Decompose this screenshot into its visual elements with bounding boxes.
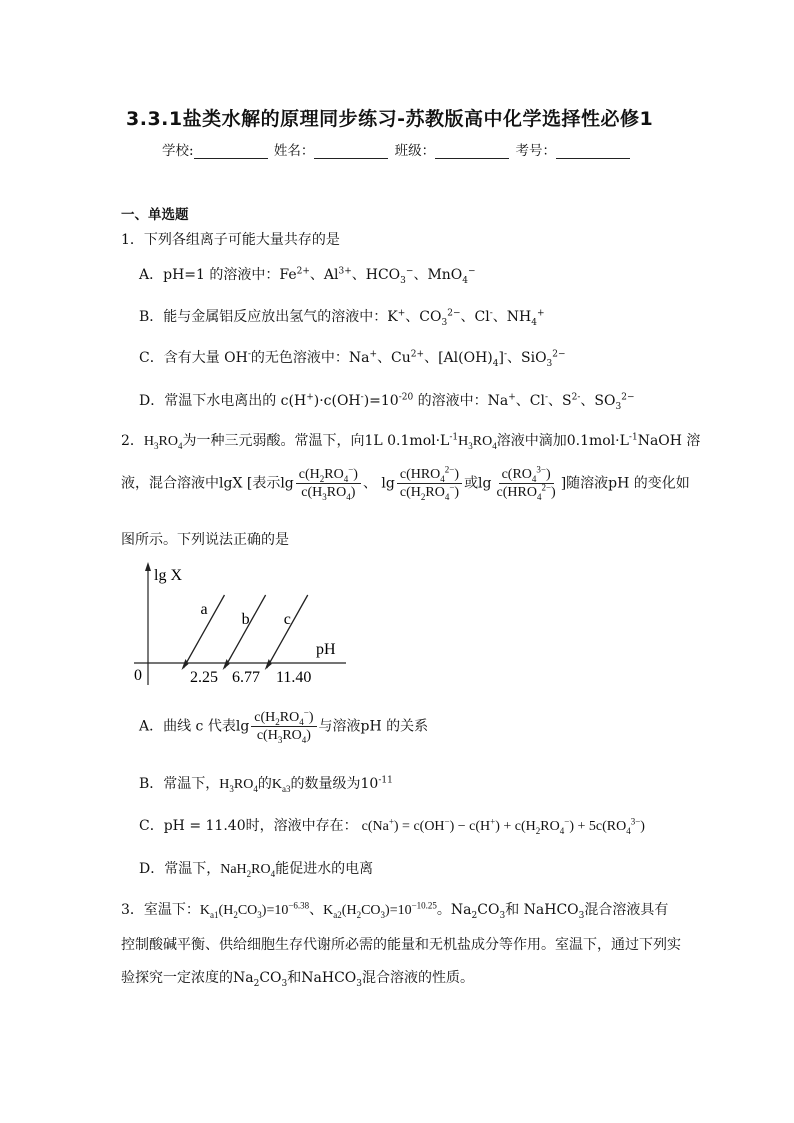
class-label: 班级：	[394, 143, 436, 159]
q1-option-d[interactable]: D．常温下水电离出的 $c(H^+)\cdot c(OH^-)=10^{-20}$ 的溶液中：Na+、Cl-、$S^{2-}$、$SO_3^{2-}$	[139, 392, 635, 412]
q3-line1: 3．室温下：$K_{a1}(H_2CO_3)=10^{-6.38}$、$K_{a2}(H_2CO_3)=10^{-10.25}$。$Na_2CO_3$和 NaHCO$_3$混合溶液具有	[121, 900, 669, 921]
x-tick-label-2: 6.77	[232, 669, 260, 686]
series-label-b: b	[241, 611, 250, 628]
series-line-c	[267, 595, 308, 668]
fraction-hro4-h2ro4: $\frac{c(HRO_4^{2-})}{c(H_2RO_4^-)}$	[397, 466, 462, 501]
lgx-ph-chart	[126, 560, 356, 690]
q3-line3: 验探究一定浓度的$Na_2CO_3$和NaHCO$_3$混合溶液的性质。	[121, 970, 475, 989]
q1-option-b[interactable]: B．能与金属铝反应放出氢气的溶液中：K+、$CO_3^{2-}$、Cl-、$NH_4^+$	[139, 308, 545, 328]
fraction-ro4-hro4: $\frac{c(RO_4^{3-})}{c(HRO_4^{2-})}$	[496, 464, 556, 502]
q1-option-c[interactable]: C．含有大量 OH-的无色溶液中：Na+、$Cu^{2+}$、$[Al(OH)_4]^-$、SiO$_3^{2-}$	[139, 349, 566, 369]
class-field[interactable]	[435, 144, 509, 159]
q3-line2: 控制酸碱平衡、供给细胞生存代谢所必需的能量和无机盐成分等作用。室温下，通过下列实	[121, 937, 681, 953]
q2-stem-line1: 2．$H_3RO_4$为一种三元弱酸。常温下，向1L $0.1mol\cdot L^{-1}H_3RO_4$溶液中滴加$0.1mol\cdot L^{-1}NaOH$ 溶	[121, 432, 701, 451]
exam-no-label: 考号：	[515, 143, 556, 159]
q2-stem-line2: 液，混合溶液中lgX [表示lg $\frac{c(H_2RO_4^-)}{c(H_3RO_4)}$ 、 lg $\frac{c(HRO_4^{2-})}{c(H_2RO_4^-)}$ 或lg $\frac{c(RO_4^{3-})}{c(HRO_4^{2-})}$ ]随溶液pH 的变化如	[121, 464, 690, 502]
x-tick-label-1: 2.25	[190, 669, 218, 686]
student-info-line	[162, 139, 632, 159]
name-label: 姓名：	[273, 143, 315, 159]
q2-option-c[interactable]: C．pH = 11.40时，溶液中存在： $c(Na^+) = c(OH^-) - c(H^+) + c(H_2RO_4^-) + 5c(RO_4^{3-})$	[139, 816, 645, 836]
series-line-b	[225, 595, 266, 668]
fraction-h2ro4-h3ro4: $\frac{c(H_2RO_4^-)}{c(H_3RO_4)}$	[296, 466, 361, 501]
q2-option-d[interactable]: D．常温下，$NaH_2RO_4$能促进水的电离	[139, 861, 374, 879]
q2-option-a[interactable]: A．曲线 c 代表lg $\frac{c(H_2RO_4^-)}{c(H_3RO_4)}$ 与溶液pH 的关系	[139, 707, 429, 745]
origin-label: 0	[134, 667, 142, 684]
y-axis-label: lg X	[154, 567, 182, 584]
q2-option-b[interactable]: B．常温下，$H_3RO_4$的$K_{a3}$的数量级为$10^{-11}$	[139, 775, 393, 794]
school-field[interactable]	[194, 144, 268, 159]
q2-stem-line3: 图所示。下列说法正确的是	[121, 532, 289, 548]
y-axis-arrow	[145, 562, 151, 571]
section-title: 一、单选题	[121, 207, 189, 223]
q1-stem: 1．下列各组离子可能大量共存的是	[121, 232, 340, 248]
q1-option-a[interactable]: A．pH=1 的溶液中：$Fe^{2+}$、$Al^{3+}$、$HCO_3^-$、MnO$_4$−	[139, 266, 476, 286]
series-label-c: c	[283, 611, 291, 628]
fraction-option-a: $\frac{c(H_2RO_4^-)}{c(H_3RO_4)}$	[251, 709, 316, 744]
x-tick-label-3: 11.40	[276, 669, 312, 686]
x-axis-label: pH	[316, 641, 336, 658]
page-title: 3.3.1盐类水解的原理同步练习-苏教版高中化学选择性必修1	[126, 108, 654, 130]
series-label-a: a	[200, 601, 208, 618]
name-field[interactable]	[314, 144, 388, 159]
exam-no-field[interactable]	[556, 144, 630, 159]
school-label: 学校:	[162, 143, 194, 159]
